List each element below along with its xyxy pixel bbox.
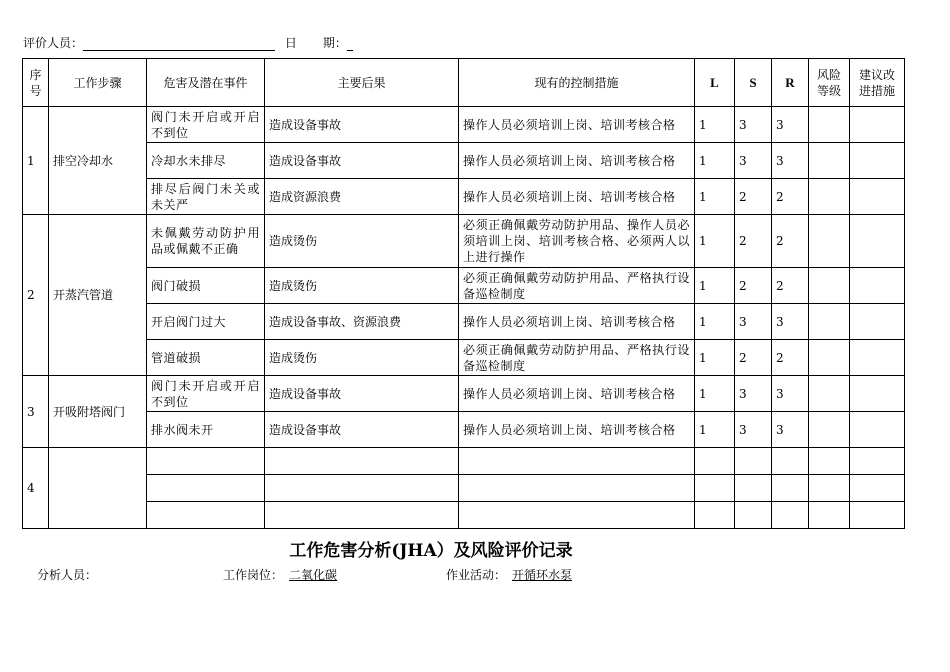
cell-l[interactable]	[695, 448, 735, 475]
cell-consequence[interactable]	[265, 448, 459, 475]
cell-risk-level	[809, 179, 850, 215]
cell-control: 操作人员必须培训上岗、培训考核合格	[459, 107, 695, 143]
cell-r[interactable]	[772, 502, 809, 529]
cell-risk-level	[809, 268, 850, 304]
cell-control[interactable]	[459, 502, 695, 529]
cell-suggestion	[850, 215, 905, 268]
cell-control: 必须正确佩戴劳动防护用品、严格执行设备巡检制度	[459, 268, 695, 304]
table-row	[23, 502, 905, 529]
cell-control: 操作人员必须培训上岗、培训考核合格	[459, 304, 695, 340]
cell-step	[49, 448, 147, 529]
cell-risk-level[interactable]	[809, 448, 850, 475]
table-row	[23, 215, 905, 268]
cell-no: 2	[23, 215, 49, 376]
cell-l: 1	[695, 179, 735, 215]
cell-r: 3	[772, 107, 809, 143]
col-header-risk-level: 风险等级	[809, 59, 850, 107]
col-header-l: L	[695, 59, 735, 107]
cell-s: 3	[735, 143, 772, 179]
cell-hazard[interactable]	[147, 448, 265, 475]
cell-l: 1	[695, 268, 735, 304]
cell-r[interactable]	[772, 448, 809, 475]
col-header-hazard: 危害及潜在事件	[147, 59, 265, 107]
cell-l: 1	[695, 143, 735, 179]
cell-hazard: 阀门破损	[147, 268, 265, 304]
date-blank[interactable]	[347, 38, 353, 51]
cell-control: 操作人员必须培训上岗、培训考核合格	[459, 412, 695, 448]
activity-label: 作业活动：	[446, 568, 507, 582]
cell-risk-level	[809, 304, 850, 340]
cell-risk-level[interactable]	[809, 475, 850, 502]
cell-control: 操作人员必须培训上岗、培训考核合格	[459, 143, 695, 179]
cell-control[interactable]	[459, 475, 695, 502]
cell-r: 3	[772, 412, 809, 448]
cell-r: 2	[772, 268, 809, 304]
col-header-step: 工作步骤	[49, 59, 147, 107]
col-header-s: S	[735, 59, 772, 107]
cell-suggestion	[850, 340, 905, 376]
cell-risk-level	[809, 215, 850, 268]
cell-suggestion[interactable]	[850, 475, 905, 502]
cell-l: 1	[695, 304, 735, 340]
activity-value[interactable]: 开循环水泵	[512, 568, 573, 582]
table-row	[23, 304, 905, 340]
cell-suggestion[interactable]	[850, 502, 905, 529]
cell-no: 4	[23, 448, 49, 529]
cell-s[interactable]	[735, 475, 772, 502]
cell-hazard[interactable]	[147, 475, 265, 502]
cell-suggestion[interactable]	[850, 448, 905, 475]
cell-suggestion	[850, 304, 905, 340]
cell-hazard: 阀门未开启或开启不到位	[147, 107, 265, 143]
cell-consequence: 造成烫伤	[265, 268, 459, 304]
cell-step: 排空冷却水	[49, 107, 147, 215]
cell-l: 1	[695, 376, 735, 412]
cell-consequence: 造成烫伤	[265, 340, 459, 376]
jha-table	[22, 58, 905, 529]
cell-l: 1	[695, 215, 735, 268]
cell-suggestion	[850, 143, 905, 179]
activity-field	[446, 566, 578, 583]
table-row	[23, 143, 905, 179]
col-header-consequence: 主要后果	[265, 59, 459, 107]
cell-consequence: 造成资源浪费	[265, 179, 459, 215]
cell-l: 1	[695, 412, 735, 448]
cell-l[interactable]	[695, 502, 735, 529]
cell-no: 3	[23, 376, 49, 448]
cell-risk-level[interactable]	[809, 502, 850, 529]
date-label-2: 期：	[322, 36, 347, 50]
cell-consequence: 造成设备事故、资源浪费	[265, 304, 459, 340]
cell-s[interactable]	[735, 448, 772, 475]
table-row	[23, 376, 905, 412]
table-header-row	[23, 59, 905, 107]
cell-consequence: 造成设备事故	[265, 376, 459, 412]
cell-risk-level	[809, 376, 850, 412]
table-row	[23, 412, 905, 448]
cell-consequence: 造成设备事故	[265, 107, 459, 143]
cell-hazard: 管道破损	[147, 340, 265, 376]
cell-consequence[interactable]	[265, 475, 459, 502]
cell-r: 3	[772, 304, 809, 340]
cell-l: 1	[695, 107, 735, 143]
cell-step: 开吸附塔阀门	[49, 376, 147, 448]
cell-r: 2	[772, 340, 809, 376]
cell-control: 操作人员必须培训上岗、培训考核合格	[459, 179, 695, 215]
table-row	[23, 340, 905, 376]
cell-s: 2	[735, 179, 772, 215]
cell-l[interactable]	[695, 475, 735, 502]
cell-hazard: 排尽后阀门未关或未关严	[147, 179, 265, 215]
cell-consequence: 造成设备事故	[265, 143, 459, 179]
post-field	[223, 566, 343, 583]
cell-s: 3	[735, 412, 772, 448]
cell-hazard: 未佩戴劳动防护用品或佩戴不正确	[147, 215, 265, 268]
cell-s[interactable]	[735, 502, 772, 529]
cell-risk-level	[809, 107, 850, 143]
cell-r: 2	[772, 179, 809, 215]
cell-r: 3	[772, 376, 809, 412]
analyst-field	[37, 566, 97, 583]
table-row	[23, 448, 905, 475]
post-label: 工作岗位：	[223, 568, 284, 582]
cell-s: 2	[735, 215, 772, 268]
cell-control: 必须正确佩戴劳动防护用品、操作人员必须培训上岗、培训考核合格、必须两人以上进行操作	[459, 215, 695, 268]
analyst-label: 分析人员：	[37, 568, 98, 582]
cell-l: 1	[695, 340, 735, 376]
cell-hazard: 阀门未开启或开启不到位	[147, 376, 265, 412]
evaluator-line	[23, 34, 353, 50]
cell-suggestion	[850, 412, 905, 448]
document-title: 工作危害分析(JHA）及风险评价记录	[289, 541, 573, 561]
cell-s: 2	[735, 268, 772, 304]
cell-risk-level	[809, 340, 850, 376]
col-header-r: R	[772, 59, 809, 107]
cell-s: 3	[735, 304, 772, 340]
post-value[interactable]: 二氧化碳	[289, 568, 338, 582]
cell-control[interactable]	[459, 448, 695, 475]
cell-s: 3	[735, 376, 772, 412]
cell-r: 2	[772, 215, 809, 268]
date-label-1: 日	[284, 36, 297, 50]
cell-hazard: 冷却水未排尽	[147, 143, 265, 179]
cell-risk-level	[809, 143, 850, 179]
cell-hazard: 开启阀门过大	[147, 304, 265, 340]
cell-consequence[interactable]	[265, 502, 459, 529]
cell-s: 2	[735, 340, 772, 376]
cell-step: 开蒸汽管道	[49, 215, 147, 376]
evaluator-label: 评价人员：	[23, 36, 84, 50]
cell-r: 3	[772, 143, 809, 179]
table-row	[23, 107, 905, 143]
col-header-control: 现有的控制措施	[459, 59, 695, 107]
cell-suggestion	[850, 376, 905, 412]
cell-r[interactable]	[772, 475, 809, 502]
cell-consequence: 造成设备事故	[265, 412, 459, 448]
cell-s: 3	[735, 107, 772, 143]
cell-suggestion	[850, 107, 905, 143]
evaluator-blank[interactable]	[83, 38, 275, 51]
table-row	[23, 179, 905, 215]
cell-control: 必须正确佩戴劳动防护用品、严格执行设备巡检制度	[459, 340, 695, 376]
cell-no: 1	[23, 107, 49, 215]
cell-hazard: 排水阀未开	[147, 412, 265, 448]
cell-consequence: 造成烫伤	[265, 215, 459, 268]
cell-control: 操作人员必须培训上岗、培训考核合格	[459, 376, 695, 412]
table-row	[23, 268, 905, 304]
cell-hazard[interactable]	[147, 502, 265, 529]
col-header-no: 序号	[23, 59, 49, 107]
cell-risk-level	[809, 412, 850, 448]
cell-suggestion	[850, 268, 905, 304]
col-header-suggestion: 建议改进措施	[850, 59, 905, 107]
cell-suggestion	[850, 179, 905, 215]
table-row	[23, 475, 905, 502]
